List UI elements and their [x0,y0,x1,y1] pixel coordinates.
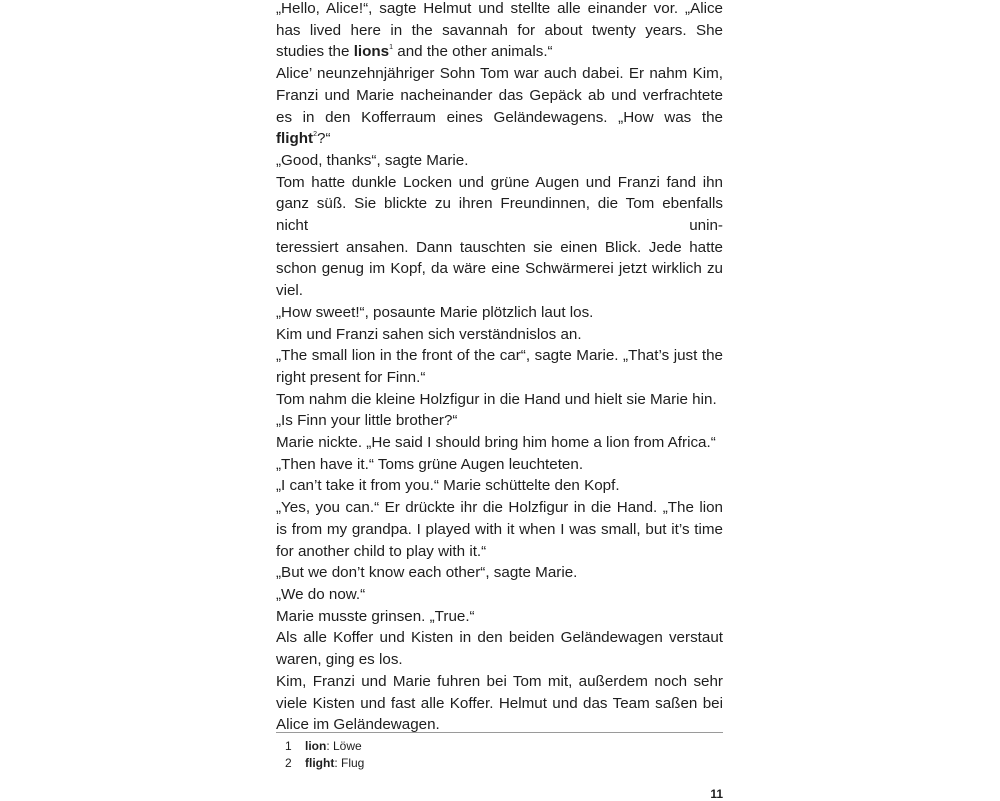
text-segment: Als alle Koffer und Kisten in den beiden Geländewagen verstaut waren, ging es los. [276,629,723,669]
text-segment: Kim und Franzi sahen sich verständnislos an. [276,325,582,343]
text-segment: „Then have it.“ Toms grüne Augen leuchteten. [276,455,584,473]
text-segment: „The small lion in the front of the car“, sagte Marie. „That’s just the right present for Finn.“ [276,347,723,386]
text-segment: Kim, Franzi und Marie fuhren bei Tom mit, außerdem noch sehr viele Kisten und fast alle Koffer. Helmut und das Team saßen bei Alice im Geländewagen. [276,672,723,734]
paragraph [276,150,723,172]
text-segment: Marie nickte. „He said I should bring him home a lion from Africa.“ [276,434,716,452]
footnotes [276,732,723,772]
body-text [276,0,723,736]
text-segment: and the other animals.“ [393,43,553,61]
text-segment: „How sweet!“, posaunte Marie plötzlich laut los. [276,303,594,321]
paragraph [276,345,723,388]
text-segment: „Yes, you can.“ Er drückte ihr die Holzfigur in die Hand. „The lion is from my grandpa. I played with it when I was small, but it’s time for another child to play with it.“ [276,499,723,560]
footnote-item [276,738,723,755]
paragraph [276,324,723,346]
footnote-reference: 2 [313,131,318,139]
paragraph [276,172,723,302]
text-segment: Tom hatte dunkle Locken und grüne Augen und Franzi fand ihn ganz süß. Sie blickte zu ihren Freundinnen, die Tom ebenfalls nicht unin- [276,173,723,235]
glossary-term: lions [353,43,390,61]
footnote-term: lion [305,739,327,753]
footnote-text [305,755,364,772]
paragraph [276,475,723,497]
text-segment: teressiert ansahen. Dann tauschten sie einen Blick. Jede hatte schon genug im Kopf, da wäre eine Schwärmerei jetzt wirklich zu viel. [276,238,723,300]
page-number: 11 [710,787,723,801]
footnote-reference: 1 [389,44,394,52]
text-segment: Alice’ neunzehnjähriger Sohn Tom war auch dabei. Er nahm Kim, Franzi und Marie nacheinander das Gepäck ab und verfrachtete es in den Kofferraum eines Geländewagens. „How was the [276,65,723,126]
text-segment: „Is Finn your little brother?“ [276,412,458,430]
footnote-term: flight [305,756,335,770]
text-segment: „We do now.“ [276,585,366,603]
paragraph [276,454,723,476]
text-segment: ?“ [317,130,331,148]
paragraph [276,0,723,63]
footnote-definition: : Flug [334,756,365,770]
text-segment: „But we don’t know each other“, sagte Marie. [276,564,578,582]
paragraph [276,432,723,454]
paragraph [276,63,723,150]
glossary-term: flight [276,130,314,148]
footnote-number: 2 [285,756,292,770]
footnote-definition: : Löwe [326,739,362,753]
text-segment: „I can’t take it from you.“ Marie schüttelte den Kopf. [276,477,620,495]
paragraph [276,562,723,584]
paragraph [276,302,723,324]
paragraph [276,606,723,628]
paragraph [276,627,723,670]
paragraph [276,410,723,432]
text-segment: Tom nahm die kleine Holzfigur in die Hand und hielt sie Marie hin. [276,390,717,408]
footnote-text [305,738,362,755]
paragraph [276,671,723,736]
paragraph [276,497,723,562]
text-segment: „Good, thanks“, sagte Marie. [276,151,469,169]
text-segment: „Hello, Alice!“, sagte Helmut und stellte alle einander vor. „Alice has lived here in the savannah for about twenty years. She studies the [276,0,723,61]
paragraph [276,389,723,411]
page-content [276,0,723,736]
footnote-number: 1 [285,739,292,753]
text-segment: Marie musste grinsen. „True.“ [276,607,475,625]
paragraph [276,584,723,606]
footnote-item [276,755,723,772]
